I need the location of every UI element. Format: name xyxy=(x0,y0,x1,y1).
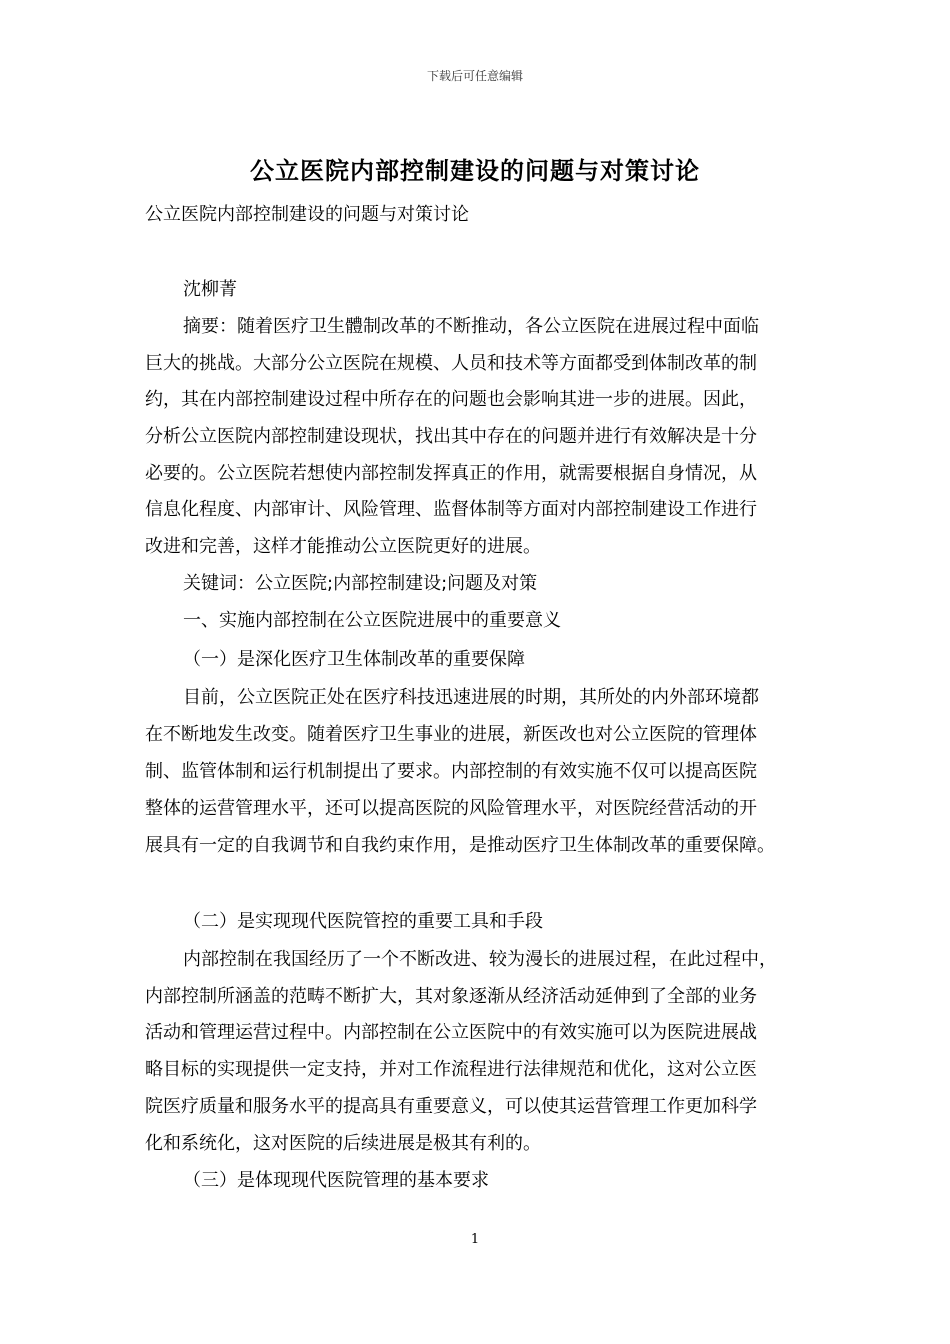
author-name: 沈柳菁 xyxy=(183,279,237,300)
document-subtitle: 公立医院内部控制建设的问题与对策讨论 xyxy=(145,204,469,225)
paragraph-line: 内部控制所涵盖的范畴不断扩大，其对象逐渐从经济活动延伸到了全部的业务 xyxy=(145,986,757,1007)
paragraph-line: 整体的运营管理水平，还可以提高医院的风险管理水平，对医院经营活动的开 xyxy=(145,798,757,819)
page-number: 1 xyxy=(470,1232,480,1247)
abstract-line: 摘要：随着医疗卫生體制改革的不断推动，各公立医院在进展过程中面临 xyxy=(183,316,759,337)
paragraph-line: 化和系统化，这对医院的后续进展是极其有利的。 xyxy=(145,1133,541,1154)
subsection-heading: （三）是体现现代医院管理的基本要求 xyxy=(183,1170,489,1191)
paragraph-line: 略目标的实现提供一定支持，并对工作流程进行法律规范和优化，这对公立医 xyxy=(145,1059,757,1080)
paragraph-line: 活动和管理运营过程中。内部控制在公立医院中的有效实施可以为医院进展战 xyxy=(145,1022,757,1043)
paragraph-line: 院医疗质量和服务水平的提高具有重要意义，可以使其运营管理工作更加科学 xyxy=(145,1096,757,1117)
subsection-heading: （一）是深化医疗卫生体制改革的重要保障 xyxy=(183,649,525,670)
abstract-line: 改进和完善，这样才能推动公立医院更好的进展。 xyxy=(145,536,541,557)
document-title: 公立医院内部控制建设的问题与对策讨论 xyxy=(250,157,700,185)
paragraph-line: 内部控制在我国经历了一个不断改进、较为漫长的进展过程，在此过程中， xyxy=(183,949,777,970)
keywords-line: 关键词：公立医院;内部控制建设;问题及对策 xyxy=(183,573,538,594)
paragraph-line: 目前，公立医院正处在医疗科技迅速进展的时期，其所处的内外部环境都 xyxy=(183,687,759,708)
paragraph-line: 展具有一定的自我调节和自我约束作用，是推动医疗卫生体制改革的重要保障。 xyxy=(145,835,775,856)
abstract-line: 约，其在内部控制建设过程中所存在的问题也会影响其进一步的进展。因此， xyxy=(145,389,757,410)
abstract-line: 分析公立医院内部控制建设现状，找出其中存在的问题并进行有效解决是十分 xyxy=(145,426,757,447)
abstract-line: 巨大的挑战。大部分公立医院在规模、人员和技术等方面都受到体制改革的制 xyxy=(145,353,757,374)
page-header: 下载后可任意编辑 xyxy=(426,69,523,83)
paragraph-line: 在不断地发生改变。随着医疗卫生事业的进展，新医改也对公立医院的管理体 xyxy=(145,724,757,745)
abstract-line: 必要的。公立医院若想使内部控制发挥真正的作用，就需要根据自身情况，从 xyxy=(145,463,757,484)
abstract-line: 信息化程度、内部审计、风险管理、监督体制等方面对内部控制建设工作进行 xyxy=(145,499,757,520)
subsection-heading: （二）是实现现代医院管控的重要工具和手段 xyxy=(183,911,543,932)
paragraph-line: 制、监管体制和运行机制提出了要求。内部控制的有效实施不仅可以提高医院 xyxy=(145,761,757,782)
section-heading: 一、实施内部控制在公立医院进展中的重要意义 xyxy=(183,610,561,631)
